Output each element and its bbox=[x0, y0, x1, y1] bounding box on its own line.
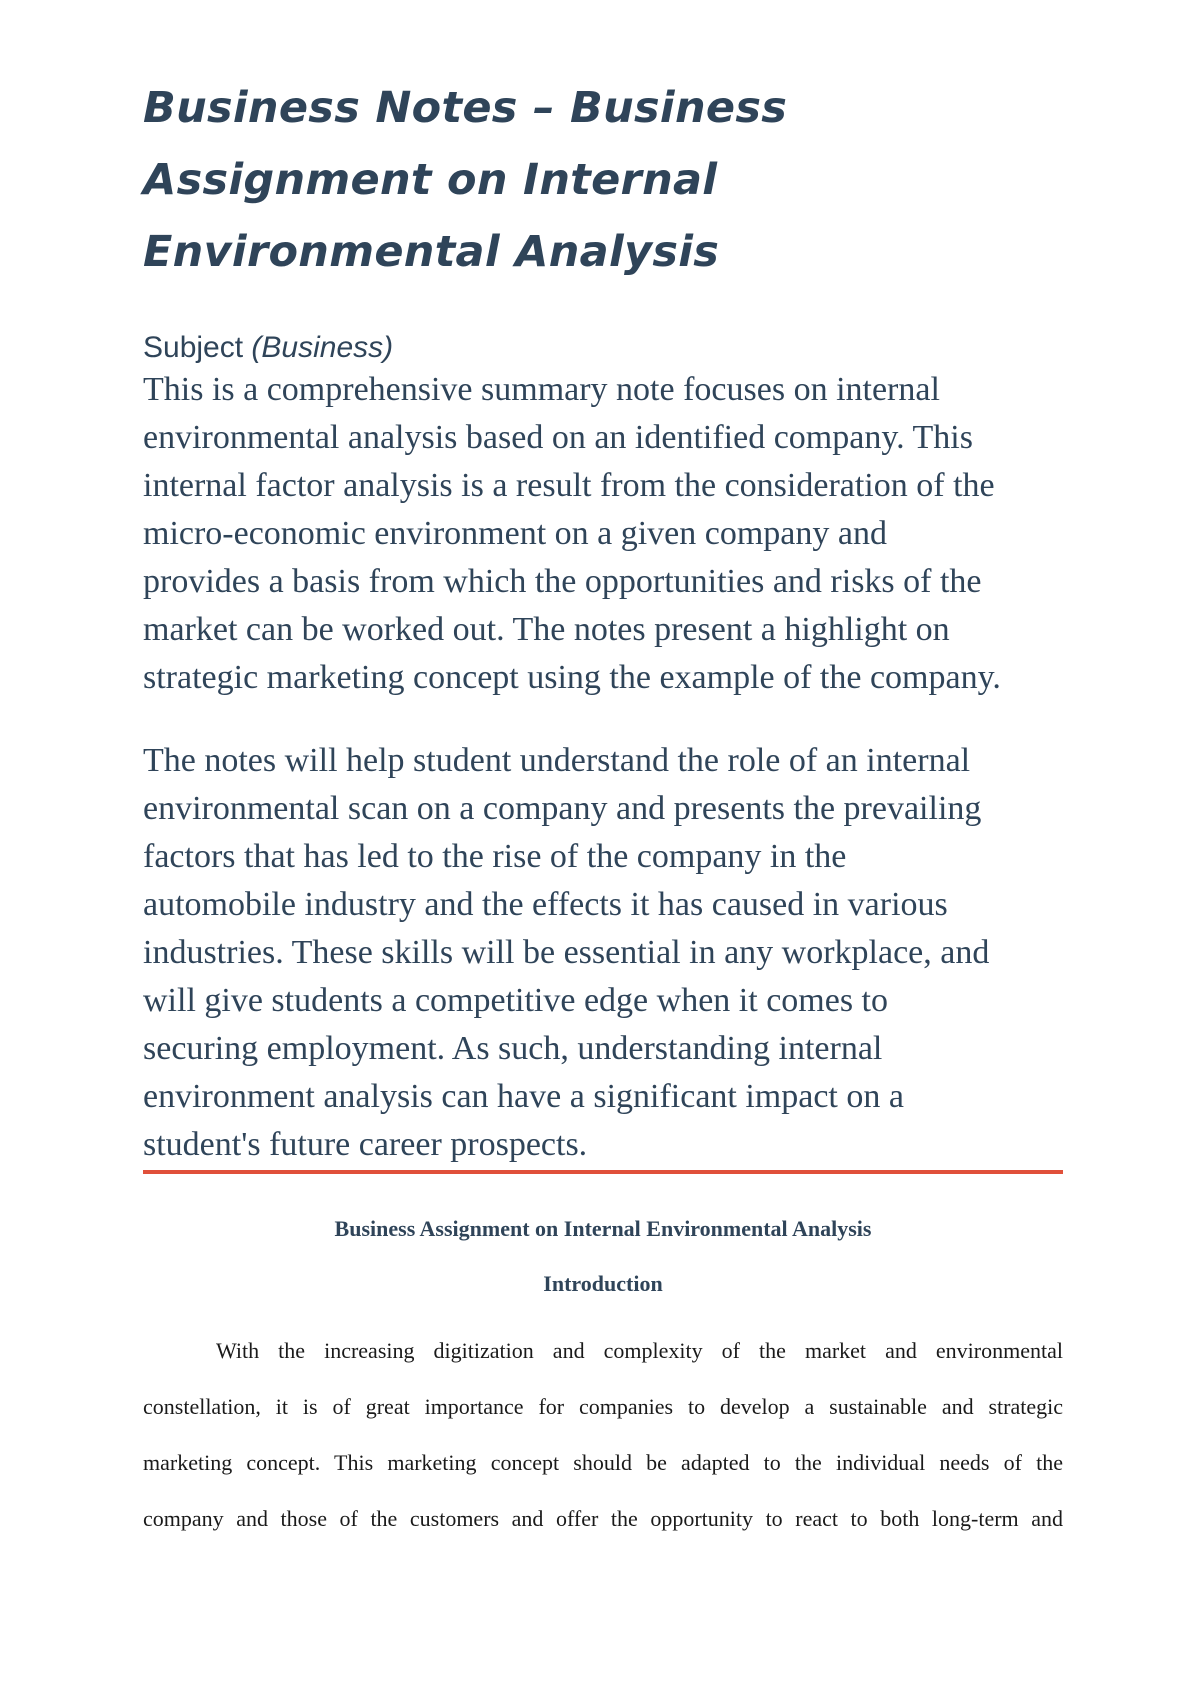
subject-label: Subject bbox=[143, 331, 244, 364]
subject-value: (Business) bbox=[251, 331, 394, 364]
summary-line: environment analysis can have a significant impact on a bbox=[143, 1078, 904, 1115]
summary-paragraph-1 bbox=[143, 366, 1063, 702]
section-divider bbox=[143, 1170, 1063, 1174]
summary-line: market can be worked out. The notes present a highlight on bbox=[143, 611, 950, 648]
summary-line: micro-economic environment on a given company and bbox=[143, 515, 887, 552]
introduction-heading: Introduction bbox=[543, 1271, 663, 1296]
summary-line: environmental analysis based on an identified company. This bbox=[143, 419, 973, 456]
title-line: Assignment on Internal bbox=[143, 155, 718, 205]
title-line: Environmental Analysis bbox=[143, 227, 720, 277]
body-line: marketing concept. This marketing concept should be adapted to the individual needs of the bbox=[143, 1450, 1063, 1475]
summary-line: will give students a competitive edge when it comes to bbox=[143, 982, 888, 1019]
summary-paragraph-2 bbox=[143, 737, 1063, 1169]
introduction-paragraph bbox=[143, 1323, 1063, 1547]
body-line: constellation, it is of great importance for companies to develop a sustainable and strategic bbox=[143, 1394, 1063, 1419]
summary-line: The notes will help student understand the role of an internal bbox=[143, 742, 971, 779]
assignment-title: Business Assignment on Internal Environmental Analysis bbox=[334, 1216, 872, 1241]
title-line: Business Notes – Business bbox=[143, 83, 788, 133]
summary-line: provides a basis from which the opportunities and risks of the bbox=[143, 563, 982, 600]
document-title bbox=[143, 72, 1063, 288]
subject-line bbox=[143, 330, 393, 366]
summary-line: student's future career prospects. bbox=[143, 1126, 588, 1163]
summary-line: factors that has led to the rise of the company in the bbox=[143, 838, 847, 875]
summary-line: internal factor analysis is a result from the consideration of the bbox=[143, 467, 995, 504]
summary-line: automobile industry and the effects it has caused in various bbox=[143, 886, 948, 923]
body-line: With the increasing digitization and complexity of the market and environmental bbox=[216, 1338, 1063, 1363]
body-line: company and those of the customers and offer the opportunity to react to both long-term and bbox=[143, 1506, 1063, 1531]
summary-line: securing employment. As such, understanding internal bbox=[143, 1030, 883, 1067]
summary-line: strategic marketing concept using the example of the company. bbox=[143, 659, 1001, 696]
summary-line: industries. These skills will be essential in any workplace, and bbox=[143, 934, 990, 971]
summary-line: environmental scan on a company and presents the prevailing bbox=[143, 790, 982, 827]
summary-line: This is a comprehensive summary note focuses on internal bbox=[143, 371, 940, 408]
